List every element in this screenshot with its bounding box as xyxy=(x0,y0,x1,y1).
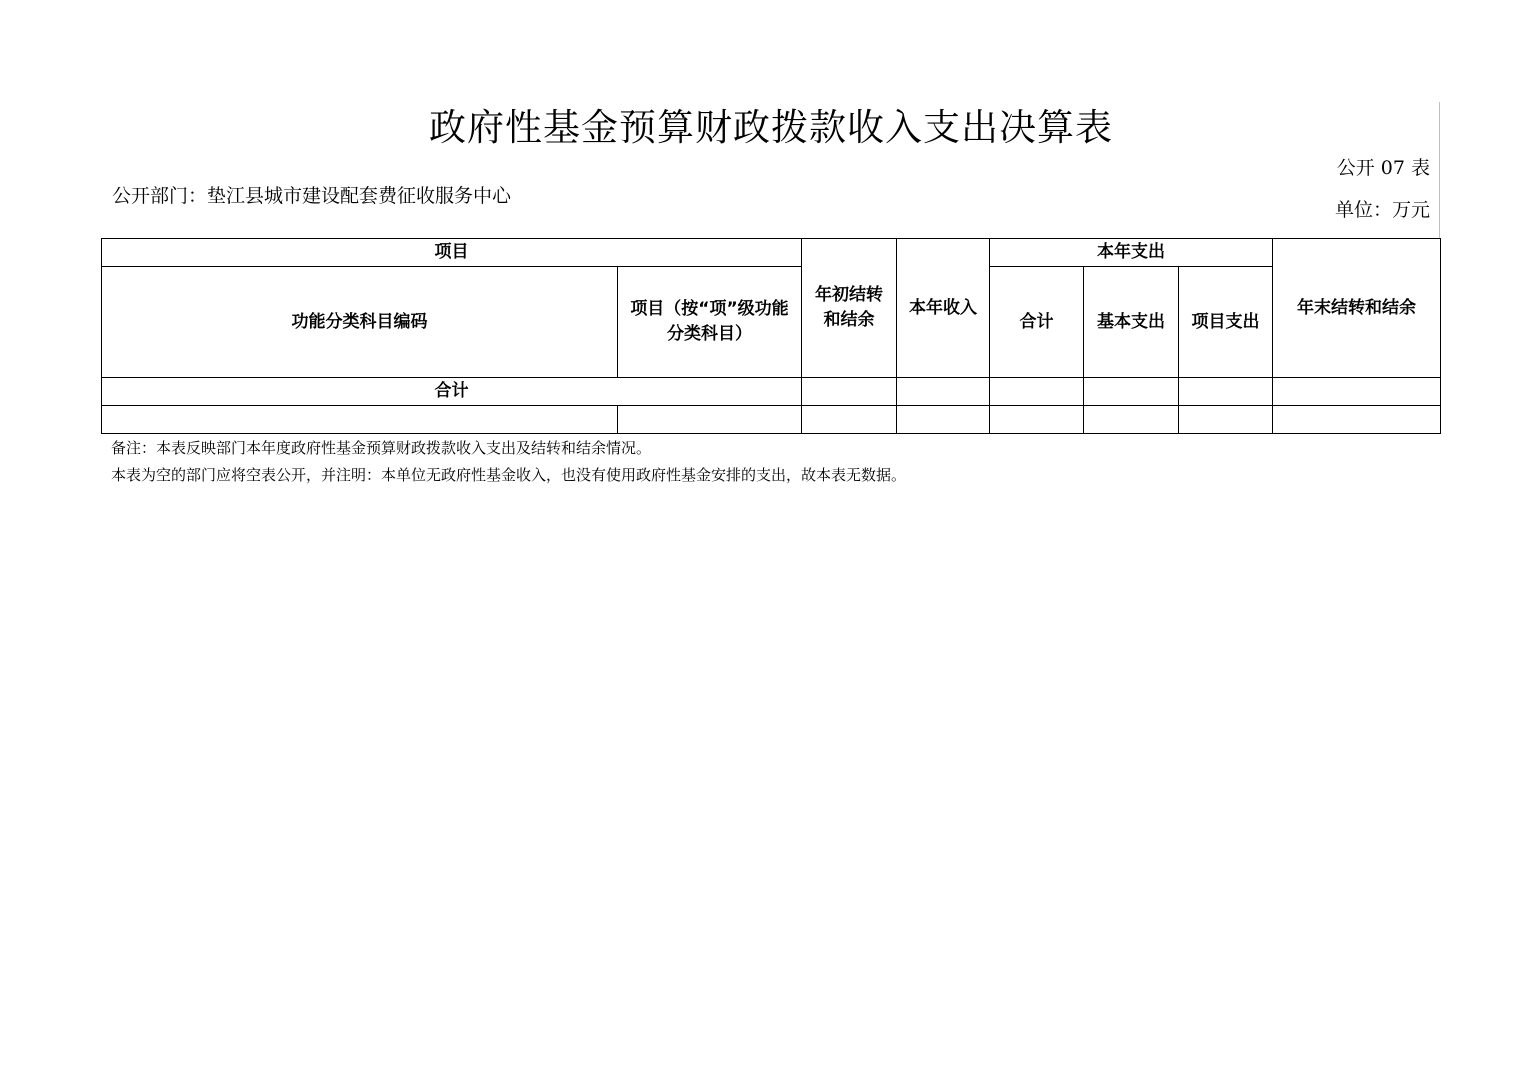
total-exp-total xyxy=(990,378,1084,406)
empty-cell xyxy=(1084,406,1179,434)
total-beginning-balance xyxy=(802,378,897,406)
header-row-1 xyxy=(102,239,1441,267)
empty-cell xyxy=(897,406,990,434)
header-beginning-balance: 年初结转和结余 xyxy=(802,239,897,378)
total-income xyxy=(897,378,990,406)
header-row-2 xyxy=(102,267,1441,378)
total-label: 合计 xyxy=(102,378,802,406)
empty-cell xyxy=(1179,406,1273,434)
header-exp-total: 合计 xyxy=(990,267,1084,378)
empty-cell xyxy=(802,406,897,434)
header-project: 项目 xyxy=(102,239,802,267)
total-row xyxy=(102,378,1441,406)
empty-cell xyxy=(990,406,1084,434)
total-ending-balance xyxy=(1273,378,1441,406)
empty-cell xyxy=(1273,406,1441,434)
header-project-name: 项目（按“项”级功能分类科目） xyxy=(618,267,802,378)
header-exp-project: 项目支出 xyxy=(1179,267,1273,378)
header-expenditure: 本年支出 xyxy=(990,239,1273,267)
header-income: 本年收入 xyxy=(897,239,990,378)
empty-cell xyxy=(618,406,802,434)
total-exp-project xyxy=(1179,378,1273,406)
page-title: 政府性基金预算财政拨款收入支出决算表 xyxy=(429,106,1113,149)
unit-label: 单位：万元 xyxy=(1334,199,1430,221)
empty-cell xyxy=(102,406,618,434)
budget-table xyxy=(101,238,1441,434)
note-empty-disclosure: 本表为空的部门应将空表公开，并注明：本单位无政府性基金收入，也没有使用政府性基金安排的支出，故本表无数据。 xyxy=(111,466,907,484)
note-remark: 备注：本表反映部门本年度政府性基金预算财政拨款收入支出及结转和结余情况。 xyxy=(111,439,652,457)
total-exp-basic xyxy=(1084,378,1179,406)
header-ending-balance: 年末结转和结余 xyxy=(1273,239,1441,378)
table-row xyxy=(102,406,1441,434)
table-number: 公开 07 表 xyxy=(1336,157,1430,179)
header-exp-basic: 基本支出 xyxy=(1084,267,1179,378)
department-label: 公开部门：垫江县城市建设配套费征收服务中心 xyxy=(112,185,512,207)
header-code: 功能分类科目编码 xyxy=(102,267,618,378)
